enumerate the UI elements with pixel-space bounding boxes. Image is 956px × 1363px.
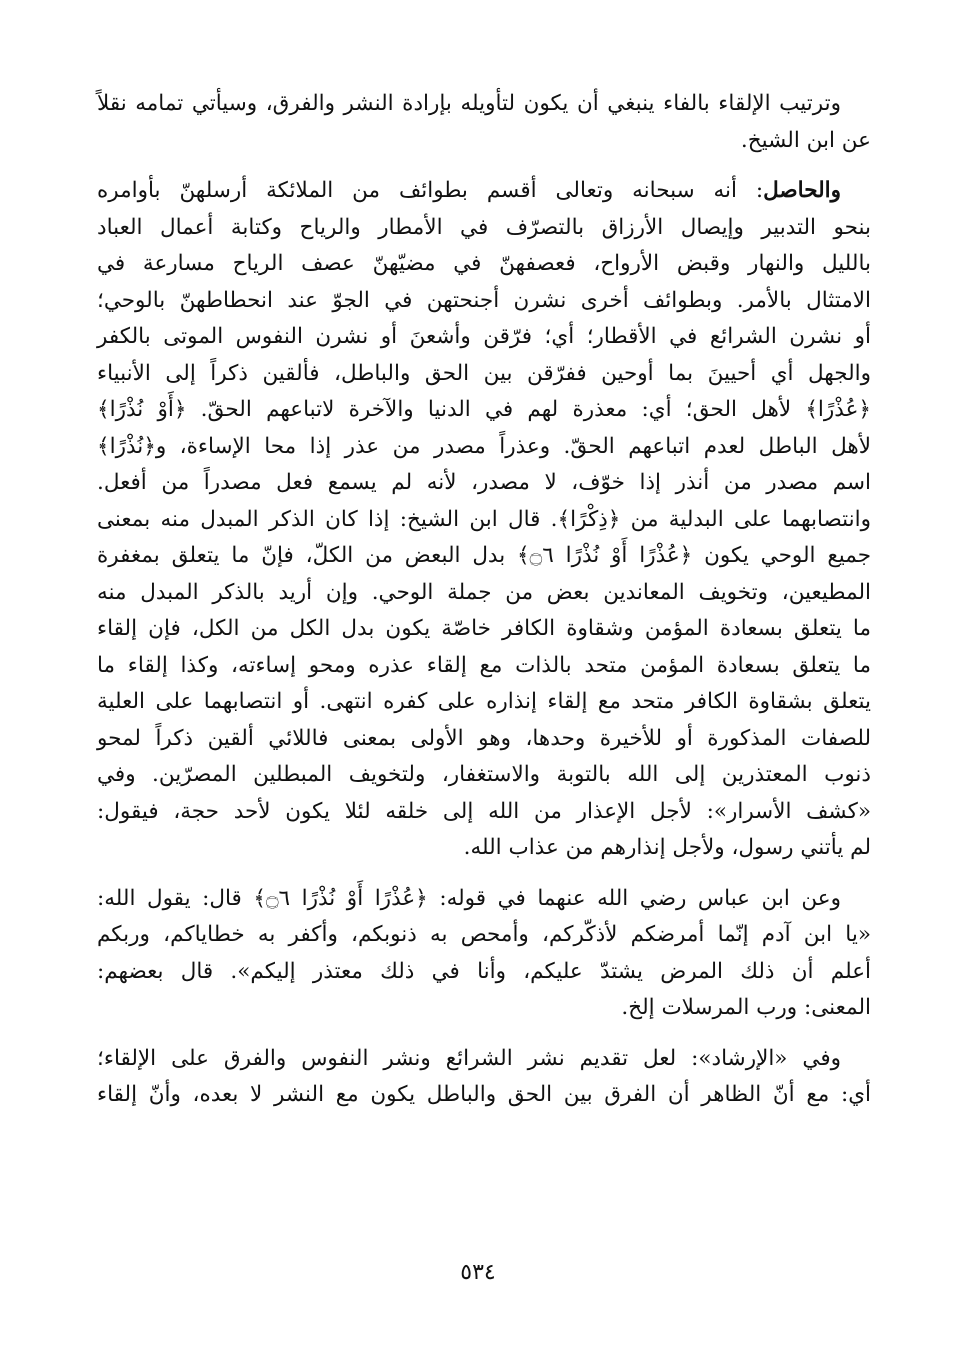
- text-line: وترتيب الإلقاء بالفاء ينبغي أن يكون لتأويله بإرادة النشر والفرق، وسيأتي تمامه نقلاً: [97, 91, 841, 116]
- text-line: المعنى: ورب المرسلات إلخ.: [621, 995, 871, 1020]
- lead-term: والحاصل: [763, 178, 841, 203]
- text-line: للصفات المذكورة أو للأخيرة وحدها، وهو الأولى بمعنى فاللائي ألقين ذكراً لمحو: [97, 725, 871, 751]
- paragraph-1: [97, 86, 871, 159]
- text-line: ذنوب المعتذرين إلى الله بالتوبة والاستغفار، ولتخويف المبطلين المصرّين. وفي: [97, 762, 871, 787]
- text-line: ما يتعلق بسعادة المؤمن متحد بالذات مع إلقاء عذره ومحو إساءته، وكذا إلقاء ما: [97, 652, 871, 678]
- text-line-rest: : أنه سبحانه وتعالى أقسم بطوائف من الملائكة أرسلهنّ بأوامره: [97, 178, 764, 203]
- text-line: ما يتعلق بسعادة المؤمن وشقاوة الكافر خاصّة يكون بدل الكل من الكل، فإن إلقاء: [97, 616, 871, 641]
- text-line: والجهل أي أحيينَ بما أوحين ففرّقن بين الحق والباطل، فألقين ذكراً إلى الأنبياء: [97, 360, 871, 386]
- paragraph-4: [97, 1041, 871, 1114]
- text-line: بنحو التدبير وإيصال الأرزاق بالتصرّف في الأمطار والرياح وكتابة أعمال العباد: [97, 214, 871, 240]
- text-line: ﴿عُذْرًا﴾ لأهل الحق؛ أي: معذرة لهم في الدنيا والآخرة لاتباعهم الحقّ. ﴿أَوْ نُذْرًا﴾: [97, 397, 871, 422]
- text-line: «كشف الأسرار»: لأجل الإعذار من الله إلى خلقه لئلا يكون لأحد حجة، فيقول:: [97, 798, 871, 824]
- text-line: أو نشرن الشرائع في الأقطار؛ أي؛ فرّقن وأشعنَ أو نشرن النفوس الموتى بالكفر: [97, 324, 871, 349]
- text-line: «يا ابن آدم إنّما أمرضكم لأذكّركم، وأمحص به ذنوبكم، وأكفر به خطاياكم، وربكم: [97, 922, 871, 947]
- text-line: يتعلق بشقاوة الكافر متحد مع إلقاء إنذاره على كفره انتهى. أو انتصابهما على العلية: [97, 689, 871, 714]
- text-line: لم يأتني رسول، ولأجل إنذارهم من عذاب الله.: [463, 835, 871, 860]
- text-line: أعلم أن ذلك المرض يشتدّ عليكم، وأنا في ذلك معتذر إليكم». قال بعضهم:: [97, 958, 871, 984]
- text-line: بالليل والنهار وقبض الأرواح، فعصفهنّ في مضيّهنّ عصف الرياح مسارعة في: [97, 251, 871, 276]
- paragraph-gap: [97, 159, 871, 173]
- text-line: جميع الوحي يكون ﴿عُذْرًا أَوْ نُذْرًا ۝٦﴾ بدل البعض من الكلّ، فإنّ ما يتعلق بمغفرة: [97, 543, 871, 568]
- paragraph-3: [97, 881, 871, 1027]
- text-line: [97, 173, 871, 210]
- text-line: الامتثال بالأمر. وبطوائف أخرى نشرن أجنحتهن في الجوّ عند انحطاطهنّ بالوحي؛: [97, 287, 871, 313]
- paragraph-gap: [97, 867, 871, 881]
- text-line: أي: مع أنّ الظاهر أن الفرق بين الحق والباطل يكون مع النشر لا بعده، وأنّ إلقاء: [97, 1082, 871, 1107]
- page-number: ٥٣٤: [460, 1260, 496, 1285]
- document-page: [97, 86, 871, 1114]
- text-line: وانتصابهما على البدلية من ﴿ذِكْرًا﴾. قال ابن الشيخ: إذا كان الذكر المبدل منه بمعنى: [97, 506, 871, 532]
- text-line: وعن ابن عباس رضي الله عنهما في قوله: ﴿عُذْرًا أَوْ نُذْرًا ۝٦﴾ قال: يقول الله:: [97, 885, 842, 911]
- text-line: وفي «الإرشاد»: لعل تقديم نشر الشرائع ونشر النفوس والفرق على الإلقاء؛: [97, 1045, 841, 1071]
- paragraph-2: [97, 173, 871, 867]
- text-line: عن ابن الشيخ.: [740, 127, 871, 153]
- text-line: اسم مصدر من أنذر إذا خوّف، لا مصدر، لأنه لم يسمع فعل مصدراً من أفعل.: [97, 470, 871, 495]
- text-line: المطيعين، وتخويف المعاندين بعض من جملة الوحي. وإن أريد بالذكر المبدل منه: [97, 579, 871, 605]
- paragraph-gap: [97, 1027, 871, 1041]
- text-line: لأهل الباطل لعدم اتباعهم الحقّ. وعذراً مصدر من عذر إذا محا الإساءة، و﴿نُذْرًا﴾: [97, 433, 871, 459]
